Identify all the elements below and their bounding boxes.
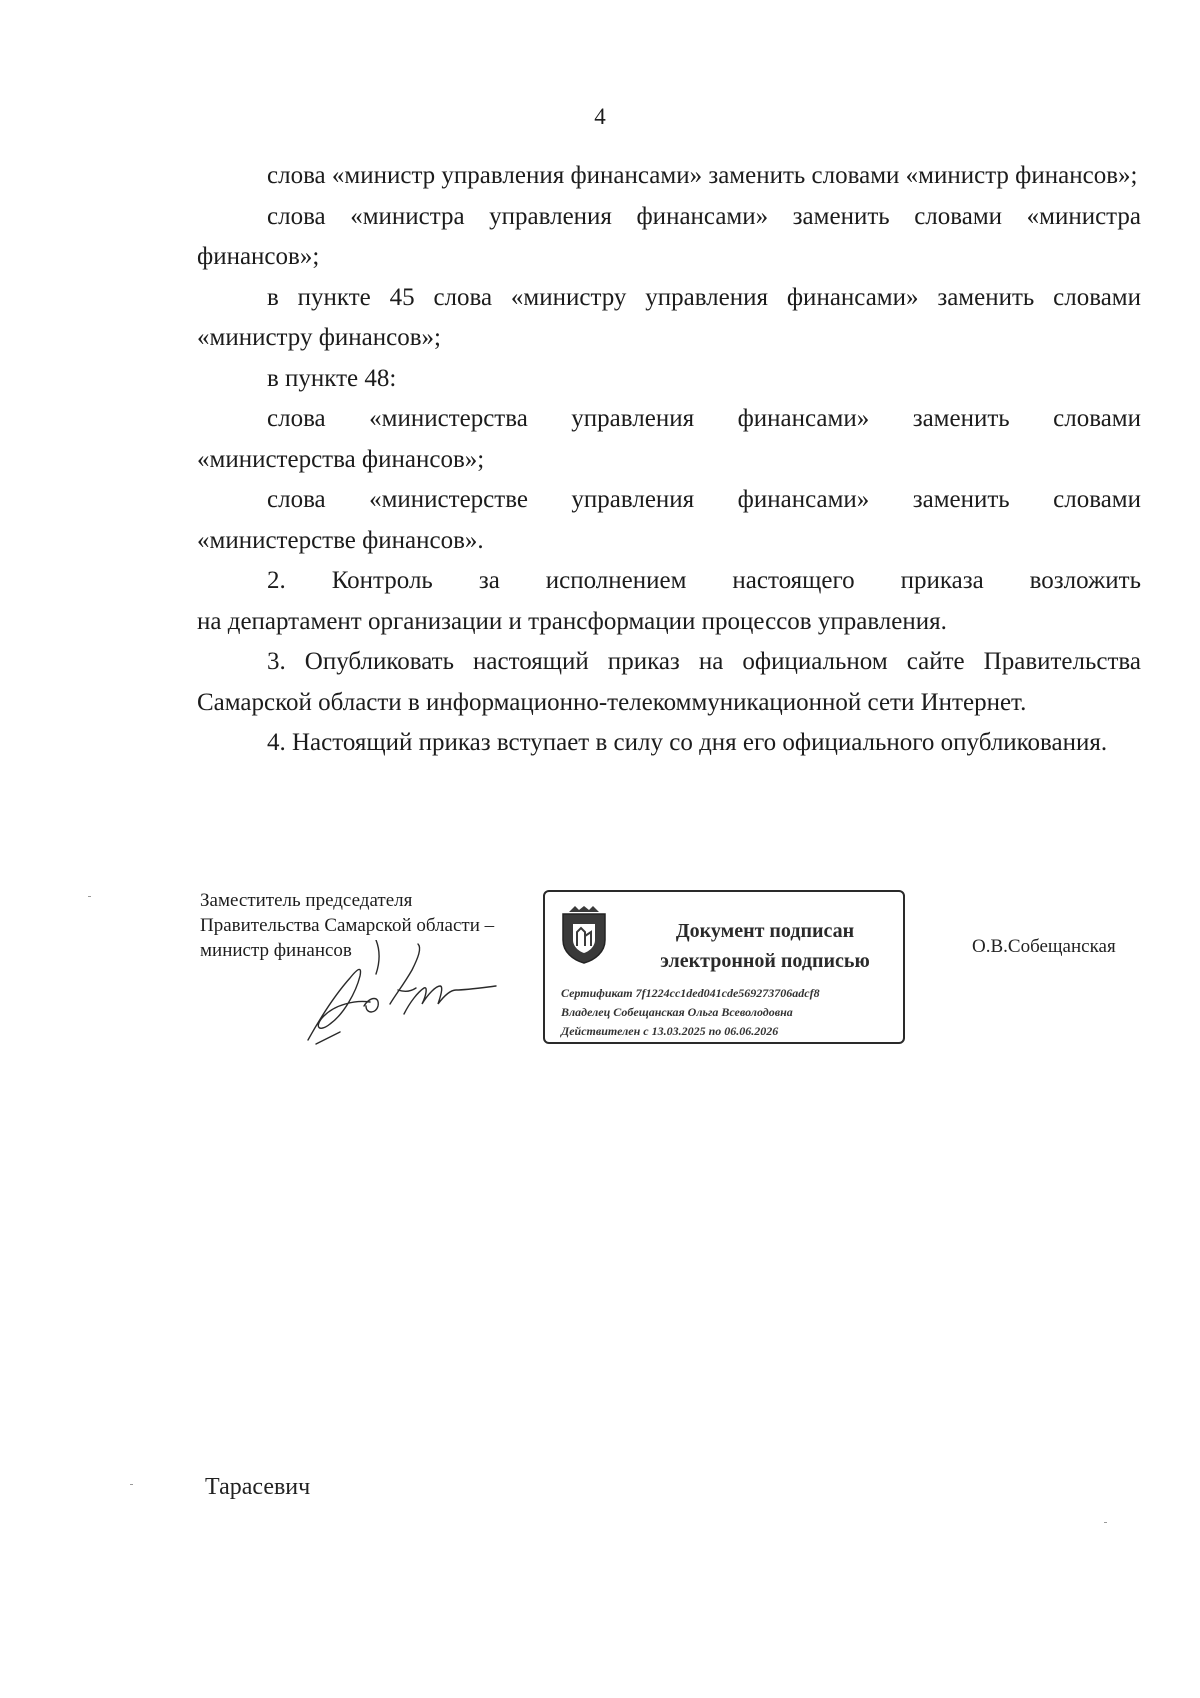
scan-speck — [88, 896, 91, 897]
paragraph: «министерстве финансов». — [197, 526, 484, 554]
handwritten-signature — [300, 940, 500, 1050]
paragraph: 3. Опубликовать настоящий приказ на официальном сайте Правительства Самарской области в информационно-телекоммуникационной сети Интернет. — [197, 648, 1141, 716]
signatory-position-line: Заместитель председателя — [200, 890, 413, 911]
paragraph: слова «министра управления финансами» заменить словами «министра финансов»; — [197, 202, 1141, 270]
paragraph: в пункте 45 слова «министру управления финансами» заменить словами «министру финансов»; — [197, 283, 1141, 351]
signer-name: О.В.Собещанская — [972, 936, 1116, 957]
stamp-title — [635, 916, 895, 976]
executor-name: Тарасевич — [205, 1474, 311, 1500]
stamp-title-line: Документ подписан — [675, 920, 855, 942]
certificate-number: Сертификат 7f1224cc1ded041cde569273706adcf8 — [561, 986, 820, 1000]
paragraph: «министерства финансов»; — [197, 445, 485, 473]
certificate-owner: Владелец Собещанская Ольга Всеволодовна — [561, 1005, 793, 1019]
electronic-signature-stamp — [543, 890, 905, 1044]
certificate-validity: Действителен с 13.03.2025 по 06.06.2026 — [561, 1024, 779, 1038]
paragraph: на департамент организации и трансформации процессов управления. — [197, 607, 947, 635]
page-number: 4 — [594, 104, 606, 129]
scan-speck — [130, 1484, 133, 1485]
signatory-position-line: министр финансов — [200, 940, 352, 961]
paragraph: слова «министр управления финансами» заменить словами «министр финансов»; — [267, 162, 1138, 189]
stamp-title-line: электронной подписью — [660, 950, 870, 972]
paragraph: 2. Контроль за исполнением настоящего приказа возложить — [267, 567, 1141, 594]
paragraph: слова «министерстве управления финансами» заменить словами — [267, 486, 1141, 513]
paragraph: в пункте 48: — [267, 364, 397, 392]
scan-speck — [1104, 1522, 1107, 1523]
order-body — [197, 156, 1141, 764]
samara-region-emblem-icon — [559, 906, 609, 964]
signatory-position-line: Правительства Самарской области – — [200, 915, 495, 936]
paragraph: 4. Настоящий приказ вступает в силу со дня его официального опубликования. — [267, 729, 1108, 756]
paragraph: слова «министерства управления финансами» заменить словами — [267, 405, 1141, 432]
stamp-details — [561, 984, 820, 1041]
